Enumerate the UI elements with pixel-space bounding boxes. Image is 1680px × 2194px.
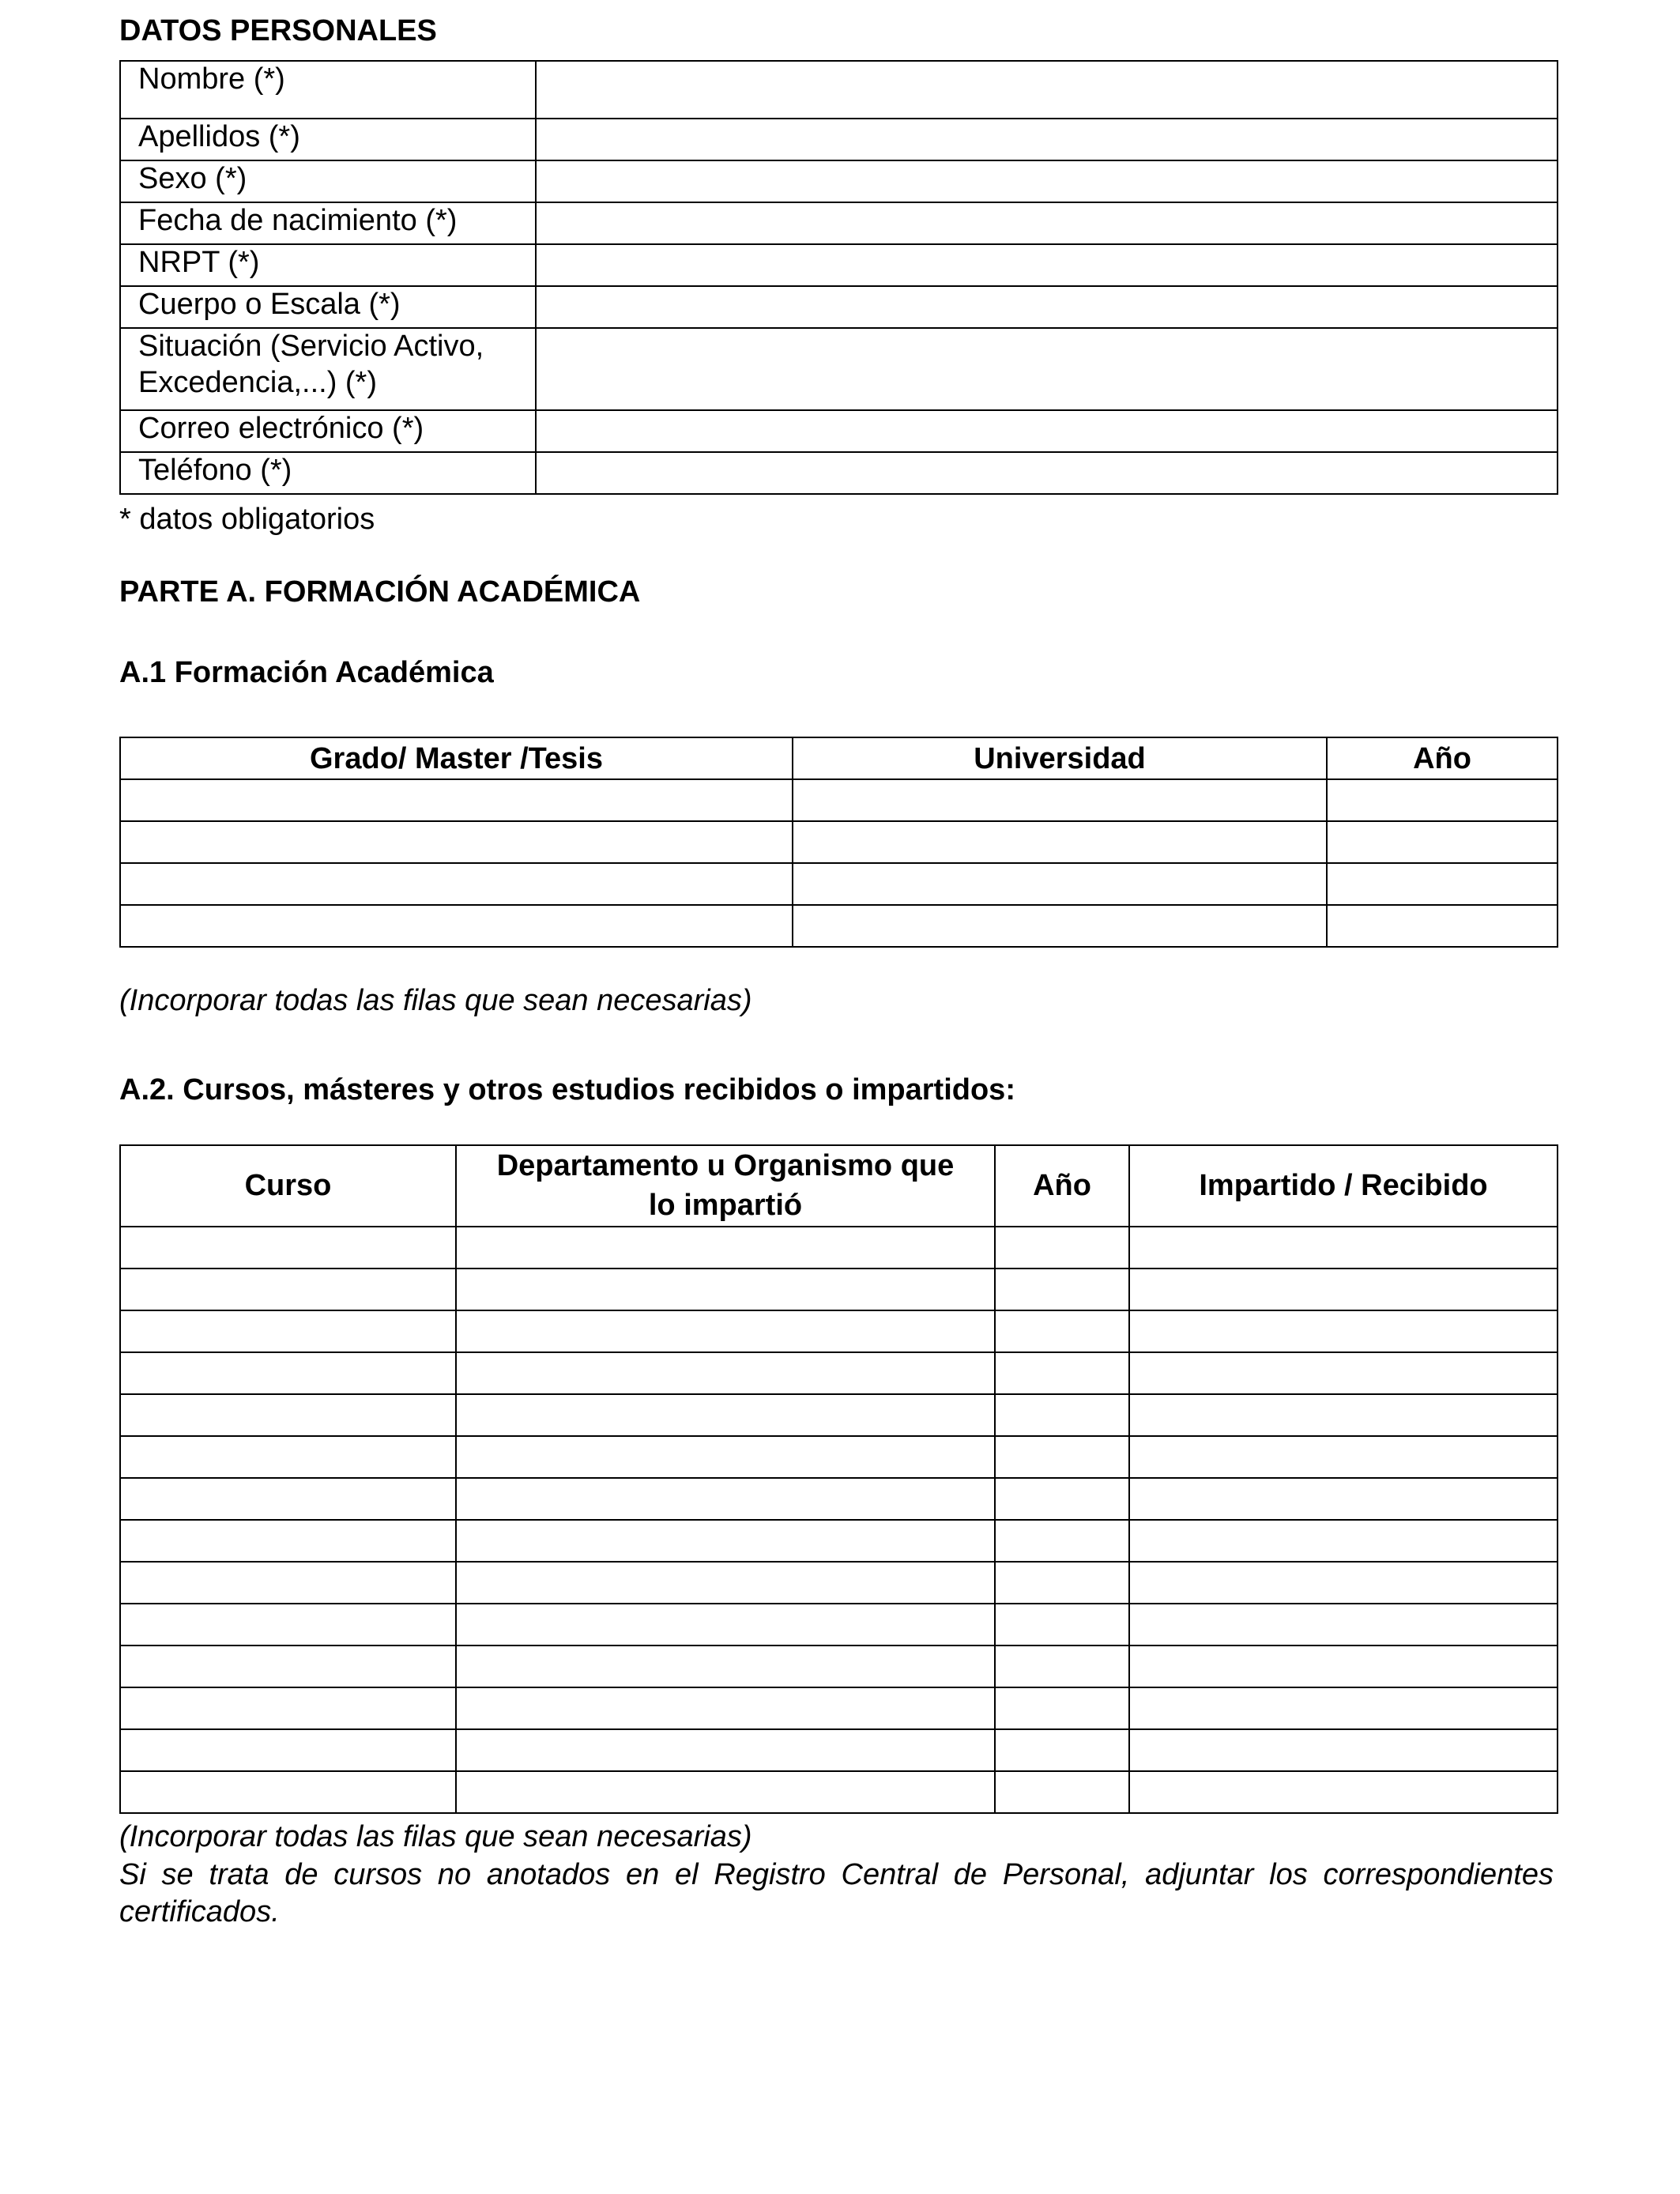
table-cell[interactable] <box>995 1478 1129 1520</box>
table-cell[interactable] <box>995 1520 1129 1562</box>
table-row <box>120 452 1558 494</box>
subsection-title-a2: A.2. Cursos, másteres y otros estudios recibidos o impartidos: <box>119 1073 1015 1106</box>
sexo-field[interactable] <box>536 160 1558 202</box>
table-row <box>120 905 1558 947</box>
table-cell[interactable] <box>793 821 1327 863</box>
table-row <box>120 202 1558 244</box>
section-title-part-a: PARTE A. FORMACIÓN ACADÉMICA <box>119 575 641 609</box>
table-row <box>120 1269 1558 1310</box>
table-cell[interactable] <box>793 905 1327 947</box>
nombre-field[interactable] <box>536 61 1558 119</box>
certificates-note-line1: Si se trata de cursos no anotados en el Registro Central de Personal, adjuntar los correspondientes <box>119 1858 1554 1891</box>
table-cell[interactable] <box>120 1478 456 1520</box>
table-cell[interactable] <box>1327 905 1558 947</box>
table-cell[interactable] <box>456 1687 995 1729</box>
table-cell[interactable] <box>1327 779 1558 821</box>
column-header-departamento: Departamento u Organismo que lo impartió <box>456 1145 995 1227</box>
field-label: Nombre (*) <box>120 61 536 119</box>
table-cell[interactable] <box>456 1646 995 1687</box>
nrpt-field[interactable] <box>536 244 1558 286</box>
table-cell[interactable] <box>120 1269 456 1310</box>
table-header-row <box>120 1145 1558 1227</box>
academic-table <box>119 737 1558 948</box>
table-cell[interactable] <box>1129 1604 1558 1646</box>
field-label-line1: Situación (Servicio Activo, <box>138 330 484 363</box>
table-row <box>120 61 1558 119</box>
column-header-curso: Curso <box>120 1145 456 1227</box>
table-row <box>120 1562 1558 1604</box>
table-row <box>120 1520 1558 1562</box>
table-cell[interactable] <box>995 1227 1129 1269</box>
table-cell[interactable] <box>995 1604 1129 1646</box>
add-rows-note-a1: (Incorporar todas las filas que sean necesarias) <box>119 984 752 1017</box>
field-label <box>120 328 536 410</box>
field-label-line2: Excedencia,...) (*) <box>138 365 377 399</box>
table-cell[interactable] <box>456 1352 995 1394</box>
table-cell[interactable] <box>120 1436 456 1478</box>
table-cell[interactable] <box>456 1269 995 1310</box>
section-title-personal: DATOS PERSONALES <box>119 14 437 47</box>
table-cell[interactable] <box>120 863 793 905</box>
table-row <box>120 328 1558 410</box>
table-cell[interactable] <box>995 1436 1129 1478</box>
table-header-row <box>120 737 1558 779</box>
table-row <box>120 1436 1558 1478</box>
column-header-ano: Año <box>1327 737 1558 779</box>
cuerpo-escala-field[interactable] <box>536 286 1558 328</box>
table-row <box>120 1394 1558 1436</box>
table-cell[interactable] <box>120 1646 456 1687</box>
table-cell[interactable] <box>456 1227 995 1269</box>
telefono-field[interactable] <box>536 452 1558 494</box>
table-row <box>120 1310 1558 1352</box>
table-cell[interactable] <box>1129 1562 1558 1604</box>
table-cell[interactable] <box>120 1394 456 1436</box>
table-row <box>120 1729 1558 1771</box>
table-cell[interactable] <box>1129 1227 1558 1269</box>
required-footnote: * datos obligatorios <box>119 503 375 536</box>
table-cell[interactable] <box>120 1771 456 1813</box>
table-cell[interactable] <box>1129 1436 1558 1478</box>
correo-field[interactable] <box>536 410 1558 452</box>
field-label: Cuerpo o Escala (*) <box>120 286 536 328</box>
field-label: Apellidos (*) <box>120 119 536 160</box>
table-cell[interactable] <box>1129 1771 1558 1813</box>
field-label: Fecha de nacimiento (*) <box>120 202 536 244</box>
table-cell[interactable] <box>120 1352 456 1394</box>
table-row <box>120 160 1558 202</box>
table-cell[interactable] <box>1129 1729 1558 1771</box>
table-cell[interactable] <box>456 1771 995 1813</box>
table-cell[interactable] <box>1129 1687 1558 1729</box>
table-cell[interactable] <box>456 1520 995 1562</box>
table-cell[interactable] <box>995 1562 1129 1604</box>
table-cell[interactable] <box>793 863 1327 905</box>
table-cell[interactable] <box>995 1771 1129 1813</box>
table-cell[interactable] <box>456 1729 995 1771</box>
table-cell[interactable] <box>1129 1520 1558 1562</box>
column-header-impartido-recibido: Impartido / Recibido <box>1129 1145 1558 1227</box>
table-cell[interactable] <box>793 779 1327 821</box>
table-cell[interactable] <box>456 1310 995 1352</box>
table-cell[interactable] <box>120 1310 456 1352</box>
table-cell[interactable] <box>1129 1394 1558 1436</box>
field-label: Correo electrónico (*) <box>120 410 536 452</box>
fecha-nacimiento-field[interactable] <box>536 202 1558 244</box>
apellidos-field[interactable] <box>536 119 1558 160</box>
subsection-title-a1: A.1 Formación Académica <box>119 656 494 689</box>
table-row <box>120 821 1558 863</box>
table-row <box>120 286 1558 328</box>
certificates-note-line2: certificados. <box>119 1895 280 1928</box>
situacion-field[interactable] <box>536 328 1558 410</box>
table-cell[interactable] <box>120 1729 456 1771</box>
table-cell[interactable] <box>456 1436 995 1478</box>
table-row <box>120 119 1558 160</box>
table-cell[interactable] <box>456 1604 995 1646</box>
table-cell[interactable] <box>995 1394 1129 1436</box>
table-cell[interactable] <box>995 1687 1129 1729</box>
table-cell[interactable] <box>120 1562 456 1604</box>
table-row <box>120 410 1558 452</box>
field-label: Teléfono (*) <box>120 452 536 494</box>
table-row <box>120 1604 1558 1646</box>
table-cell[interactable] <box>995 1646 1129 1687</box>
table-cell[interactable] <box>120 905 793 947</box>
table-cell[interactable] <box>1129 1352 1558 1394</box>
column-header-universidad: Universidad <box>793 737 1327 779</box>
table-cell[interactable] <box>456 1562 995 1604</box>
table-cell[interactable] <box>1129 1310 1558 1352</box>
add-rows-note-a2: (Incorporar todas las filas que sean necesarias) <box>119 1820 752 1853</box>
table-cell[interactable] <box>1129 1646 1558 1687</box>
table-cell[interactable] <box>1129 1478 1558 1520</box>
table-cell[interactable] <box>995 1352 1129 1394</box>
column-header-ano: Año <box>995 1145 1129 1227</box>
table-row <box>120 1478 1558 1520</box>
table-cell[interactable] <box>120 1520 456 1562</box>
column-header-grado: Grado/ Master /Tesis <box>120 737 793 779</box>
table-cell[interactable] <box>120 779 793 821</box>
table-cell[interactable] <box>1327 863 1558 905</box>
table-cell[interactable] <box>456 1394 995 1436</box>
table-row <box>120 779 1558 821</box>
table-cell[interactable] <box>120 1604 456 1646</box>
table-cell[interactable] <box>995 1269 1129 1310</box>
personal-data-table <box>119 60 1558 495</box>
table-row <box>120 863 1558 905</box>
table-cell[interactable] <box>1327 821 1558 863</box>
table-cell[interactable] <box>120 1687 456 1729</box>
table-row <box>120 1352 1558 1394</box>
table-cell[interactable] <box>456 1478 995 1520</box>
table-cell[interactable] <box>120 821 793 863</box>
table-cell[interactable] <box>1129 1269 1558 1310</box>
table-cell[interactable] <box>120 1227 456 1269</box>
table-row <box>120 1227 1558 1269</box>
table-row <box>120 1687 1558 1729</box>
table-row <box>120 244 1558 286</box>
table-row <box>120 1646 1558 1687</box>
table-cell[interactable] <box>995 1729 1129 1771</box>
field-label: Sexo (*) <box>120 160 536 202</box>
table-row <box>120 1771 1558 1813</box>
field-label: NRPT (*) <box>120 244 536 286</box>
table-cell[interactable] <box>995 1310 1129 1352</box>
courses-table <box>119 1144 1558 1814</box>
